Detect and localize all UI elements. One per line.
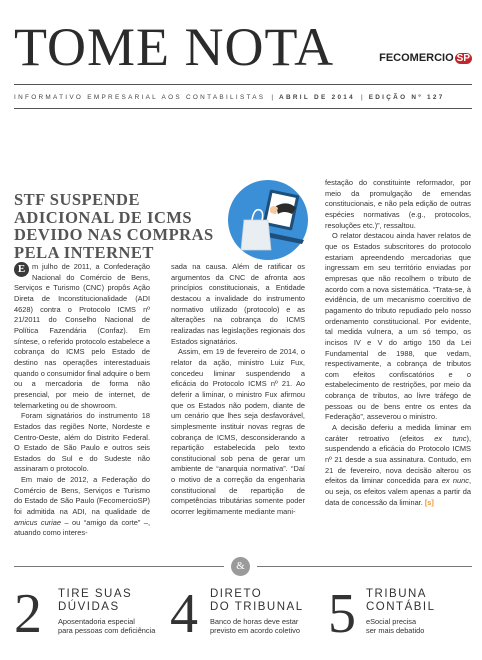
strap-date: ABRIL DE 2014 [279, 94, 356, 101]
teaser-title: DIRETO DO TRIBUNAL [210, 588, 304, 613]
article-paragraph: Em maio de 2012, a Federação do Comércio de Bens, Serviços e Turismo do Estado de São Paulo (FecomercioSP) foi admitida na ADI, na qualidade de amicus curiae – ou “amigo da corte” –, atuando como interes- [14, 475, 151, 538]
section-divider-left [14, 566, 224, 567]
teaser-page-number: 5 [328, 583, 356, 645]
strap-separator: | [271, 94, 274, 101]
teaser-page-number: 4 [170, 583, 198, 645]
article-headline: STF SUSPENDE ADICIONAL DE ICMS DEVIDO NAS COMPRAS PELA INTERNET [14, 190, 214, 262]
online-shopping-illustration [218, 178, 318, 264]
teaser-title: TRIBUNA CONTÁBIL [366, 588, 436, 613]
article-paragraph: Assim, em 19 de fevereiro de 2014, o relator da ação, ministro Luiz Fux, concedeu liminar suspendendo a eficácia do Protocolo ICMS nº 21. Ao deferir a liminar, o ministro Fux afirmou que os Estados não podem, diante de um cenário que lhes seja desfavorável, simplesmente instituir novas regras de cobrança de ICMS, desconsiderando a repartição estabelecida pelo texto constitucional sob pena de gerar um ambiente de “anarquia normativa”. “Daí o motivo de a correção da engenharia constitucional de repartição de competências tributárias somente poder ocorrer legitimamente mediante mani- [171, 347, 305, 517]
article-paragraph: festação do constituinte reformador, por meio da promulgação de emendas constitucionais, e não pela edição de outras espécies normativas (e.g., protocolos, resoluções etc.)”, ressaltou. [325, 178, 471, 230]
teaser-subtitle: Aposentadoria especial para pessoas com deficiência [58, 617, 156, 635]
strap-edition: EDIÇÃO Nº 127 [368, 94, 445, 101]
article-column-3 [325, 178, 471, 508]
brand-name: FECOMERCIO [379, 52, 454, 64]
dropcap: E [14, 262, 29, 277]
article-paragraph: O relator destacou ainda haver relatos de que os Estados subscritores do protocolo estariam apreendendo mercadorias que ingressam em seu território enviadas por empresas que não recolhem o tributo de acordo com a nova sistemática. “Trata-se, à evidência, de um mecanismo coercitivo de pagamento do tributo repudiado pelo nosso ordenamento constitucional. Por evidente, tal medida vulnera, a um só tempo, os incisos IV e V do artigo 150 da Lei Fundamental de 1988, que vedam, respectivamente, a cobrança de tributos com efeitos confiscatórios e o estabelecimento de restrições, por meio da cobrança de tributos, ao livre tráfego de pessoas ou de bens entre os entes da Federação”, asseverou o ministro. [325, 231, 471, 422]
article-end-mark: [s] [424, 497, 434, 507]
strap-separator: | [361, 94, 363, 101]
strap-tagline: INFORMATIVO EMPRESARIAL AOS CONTABILISTAS [14, 94, 266, 101]
newsletter-title: TOME NOTA [14, 17, 335, 77]
article-paragraph: Foram signatários do instrumento 18 Estados das regiões Norte, Nordeste e Centro-Oeste, além do Distrito Federal. O Estado de São Paulo e outros seis Estados do Sul e do Sudeste não assinaram o protocolo. [14, 411, 150, 474]
article-paragraph: sada na causa. Além de ratificar os argumentos da CNC de afronta aos princípios constitucionais, a Entidade destacou a invalidade do instrumento normativo utilizado (protocolo) e as alterações na cobrança do ICMS realizadas nas legislações regionais dos Estados signatários. [171, 262, 305, 346]
article-column-2 [171, 262, 305, 518]
article-paragraph: A decisão deferiu a medida liminar em caráter retroativo (efeitos ex tunc), suspendendo a eficácia do Protocolo ICMS nº 21 desde a sua assinatura. Contudo, em 21 de fevereiro, nova decisão alterou os efeitos da liminar concedida para ex nunc, ou seja, os efeitos valem apenas a partir da data de concessão da liminar. [s] [325, 423, 471, 507]
teaser-subtitle: eSocial precisa ser mais debatido [366, 617, 425, 635]
article-paragraph: E m julho de 2011, a Confederação Nacional do Comércio de Bens, Serviços e Turismo (CNC) propôs Ação Direta de Inconstitucionalidade (ADI 4628) contra o Protocolo ICMS nº 21/2011 do Conselho Nacional de Política Fazendária (Confaz). Em síntese, o referido protocolo estabelece a cobrança do ICMS pelo Estado de destino nas operações interestaduais quando o consumidor final adquire o bem ou a mercadoria de forma não presencial, por meio de internet, de telemarketing ou de showroom. [14, 262, 150, 410]
article-column-1 [14, 262, 150, 539]
masthead-strap [14, 94, 472, 106]
masthead [14, 18, 472, 80]
teaser-page-number: 2 [14, 583, 42, 645]
masthead-rule-bottom [14, 108, 472, 109]
masthead-rule-top [14, 84, 472, 85]
teaser-page-4[interactable] [170, 584, 320, 646]
teaser-page-5[interactable] [328, 584, 474, 646]
brand-logo [379, 52, 472, 64]
teaser-title: TIRE SUAS DÚVIDAS [58, 588, 133, 613]
section-divider-right [257, 566, 472, 567]
teaser-page-2[interactable] [14, 584, 164, 646]
teaser-subtitle: Banco de horas deve estar previsto em acordo coletivo [210, 617, 300, 635]
ampersand-ornament: & [231, 557, 250, 576]
brand-suffix: SP [456, 53, 470, 64]
